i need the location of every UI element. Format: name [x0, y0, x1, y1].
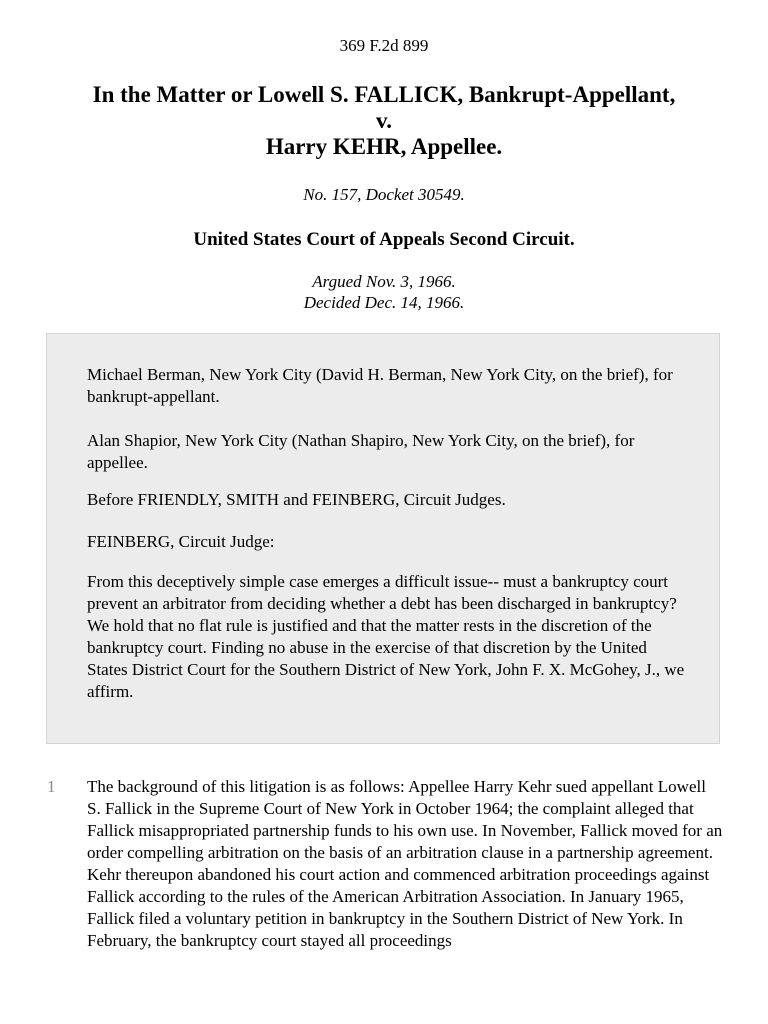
case-title-versus: v.	[376, 108, 392, 133]
case-dates	[0, 271, 768, 313]
case-title	[0, 82, 768, 160]
counsel-appellant: Michael Berman, New York City (David H. Berman, New York City, on the brief), for bankrupt-appellant.	[87, 365, 673, 406]
docket-number: No. 157, Docket 30549.	[303, 185, 465, 204]
opinion-header-box	[46, 333, 720, 744]
case-citation: 369 F.2d 899	[339, 36, 429, 55]
court-name: United States Court of Appeals Second Circuit.	[193, 229, 575, 250]
counsel-appellee: Alan Shapior, New York City (Nathan Shapiro, New York City, on the brief), for appellee.	[87, 431, 635, 472]
paragraph-number: 1	[47, 777, 56, 796]
opinion-author: FEINBERG, Circuit Judge:	[87, 532, 275, 551]
case-title-line-3: Harry KEHR, Appellee.	[265, 134, 503, 159]
opinion-intro: From this deceptively simple case emerges a difficult issue-- must a bankruptcy court prevent an arbitrator from deciding whether a debt has been discharged in bankruptcy? We hold that no flat rule is justified and that the matter rests in the discretion of the bankruptcy court. Finding no abuse in the exercise of that discretion by the United States District Court for the Southern District of New York, John F. X. McGohey, J., we affirm.	[87, 572, 685, 701]
judges-panel: Before FRIENDLY, SMITH and FEINBERG, Circuit Judges.	[87, 490, 506, 509]
decided-date: Decided Dec. 14, 1966.	[303, 293, 465, 312]
case-title-line-1: In the Matter or Lowell S. FALLICK, Bankrupt-Appellant,	[92, 82, 676, 107]
argued-date: Argued Nov. 3, 1966.	[312, 272, 456, 291]
paragraph-text: The background of this litigation is as follows: Appellee Harry Kehr sued appellant Lowell S. Fallick in the Supreme Court of New York in October 1964; the complaint alleged that Fallick misappropriated partnership funds to his own use. In November, Fallick moved for an order compelling arbitration on the basis of an arbitration clause in a partnership agreement. Kehr thereupon abandoned his court action and commenced arbitration proceedings against Fallick according to the rules of the American Arbitration Association. In January 1965, Fallick filed a voluntary petition in bankruptcy in the Southern District of New York. In February, the bankruptcy court stayed all proceedings	[87, 777, 723, 950]
